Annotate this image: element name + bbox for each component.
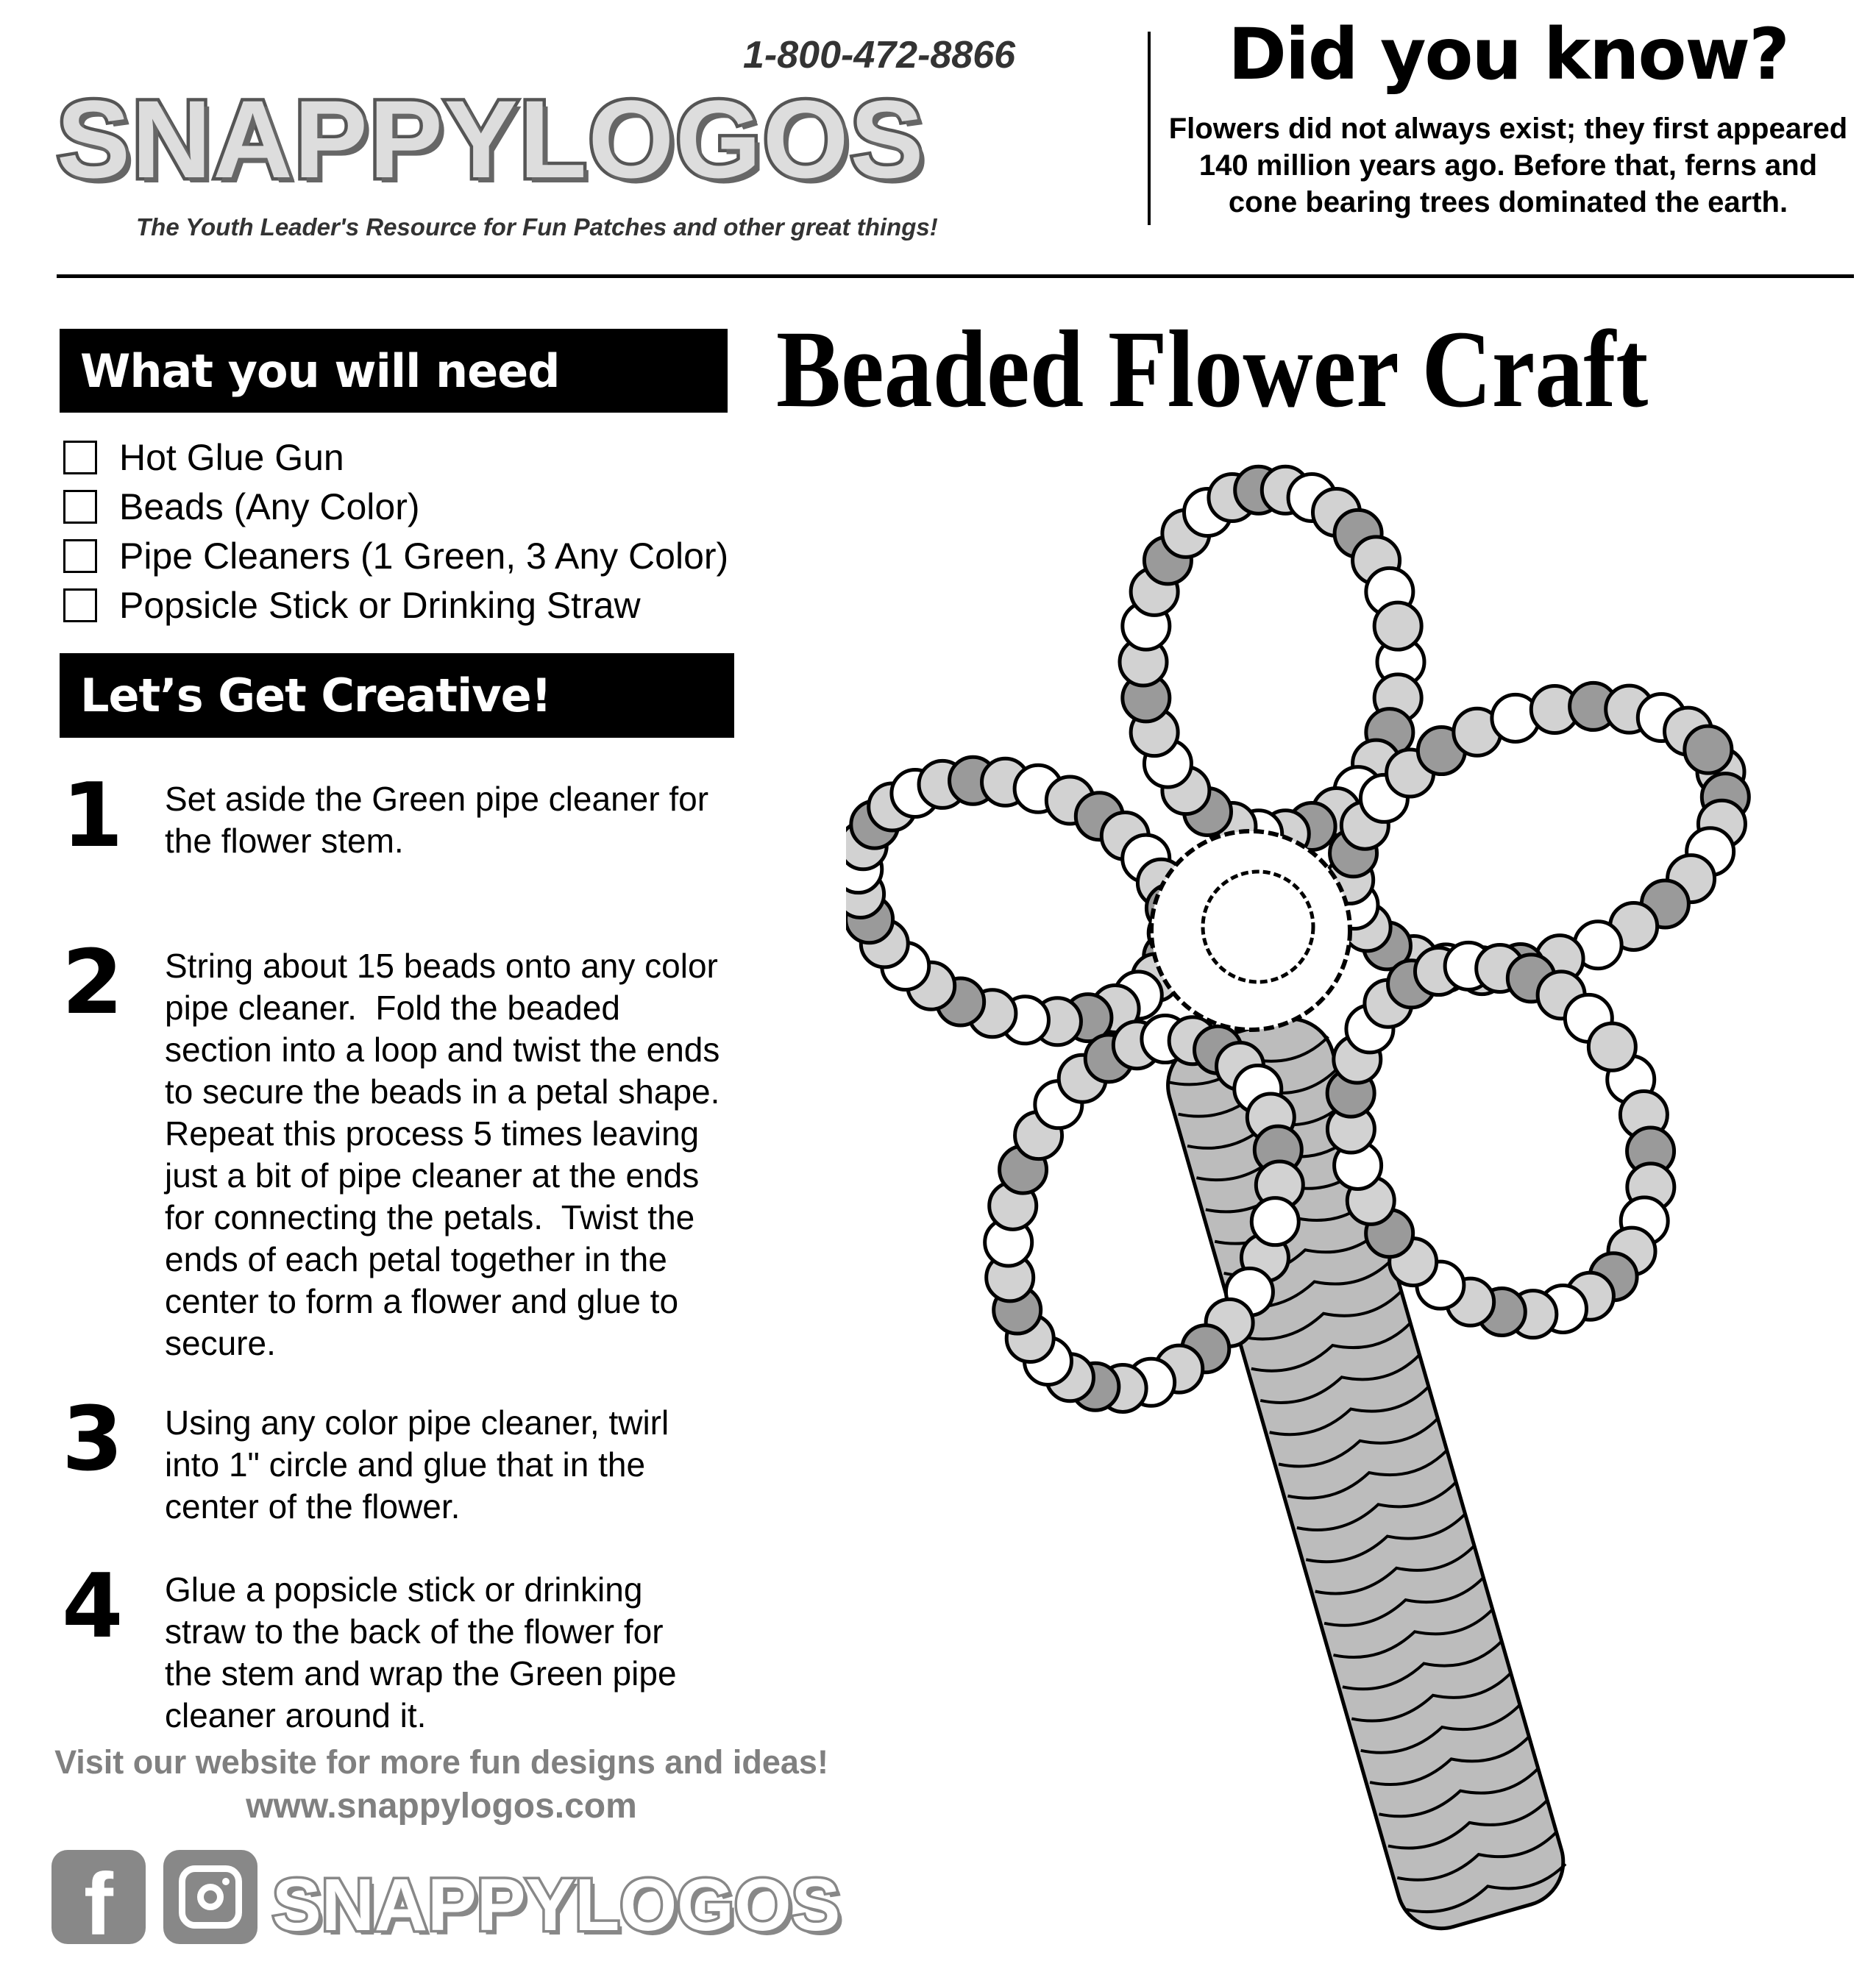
petal xyxy=(846,757,1195,1045)
flower-illustration xyxy=(846,456,1766,1971)
facebook-icon[interactable]: f xyxy=(51,1850,146,1944)
phone-number: 1-800-472-8866 xyxy=(743,34,1016,76)
checkbox[interactable] xyxy=(63,441,97,474)
did-you-know-text: Flowers did not always exist; they first appeared 140 million years ago. Before that, ferns and cone bearing trees dominated the earth. xyxy=(1168,113,1848,218)
step-number: 4 xyxy=(62,1556,124,1658)
logo-wordmark: SNAPPYLOGOS xyxy=(57,77,925,201)
flower-center xyxy=(1151,831,1350,1030)
bead xyxy=(1685,726,1732,773)
vertical-divider xyxy=(1148,32,1151,225)
needs-item-label: Pipe Cleaners (1 Green, 3 Any Color) xyxy=(119,535,729,577)
needs-item-label: Hot Glue Gun xyxy=(119,436,344,478)
needs-item xyxy=(63,433,728,482)
checkbox[interactable] xyxy=(63,539,97,573)
needs-list xyxy=(63,433,728,630)
step-text: String about 15 beads onto any color pipe cleaner. Fold the beaded section into a loop and twist the ends to secure the beads in a petal shape. Repeat this process 5 times leaving just a bit of pipe cleaner at the ends for connecting the petals. Twist the ends of each petal together in the center to form a flower and glue to secure. xyxy=(165,947,720,1362)
step-text: Set aside the Green pipe cleaner for the flower stem. xyxy=(165,780,709,860)
needs-item xyxy=(63,482,728,531)
header-divider xyxy=(57,274,1854,278)
needs-item-label: Popsicle Stick or Drinking Straw xyxy=(119,584,641,626)
needs-heading: What you will need xyxy=(60,329,728,413)
footer-logo: SNAPPYLOGOS xyxy=(272,1864,841,1946)
bead xyxy=(1374,602,1421,649)
steps-heading: Let’s Get Creative! xyxy=(60,653,734,738)
step-number: 2 xyxy=(62,932,124,1034)
checkbox[interactable] xyxy=(63,588,97,622)
checkbox[interactable] xyxy=(63,490,97,524)
bead xyxy=(1251,1198,1298,1245)
page-title: Beaded Flower Craft xyxy=(776,308,1649,430)
step-number: 3 xyxy=(62,1389,124,1491)
visit-text: Visit our website for more fun designs and ideas! xyxy=(54,1743,828,1781)
instagram-icon[interactable] xyxy=(163,1850,257,1944)
step-number: 1 xyxy=(62,765,124,867)
bead xyxy=(1588,1023,1635,1070)
needs-item xyxy=(63,580,728,630)
tagline: The Youth Leader's Resource for Fun Patches and other great things! xyxy=(136,213,938,241)
did-you-know-title: Did you know? xyxy=(1228,13,1788,96)
needs-item xyxy=(63,531,728,580)
step-text: Glue a popsicle stick or drinking straw to the back of the flower for the stem and wrap the Green pipe cleaner around it. xyxy=(165,1570,677,1734)
step-text: Using any color pipe cleaner, twirl into 1" circle and glue that in the center of the flower. xyxy=(165,1403,669,1526)
website-link[interactable]: www.snappylogos.com xyxy=(246,1787,637,1826)
needs-item-label: Beads (Any Color) xyxy=(119,485,420,527)
